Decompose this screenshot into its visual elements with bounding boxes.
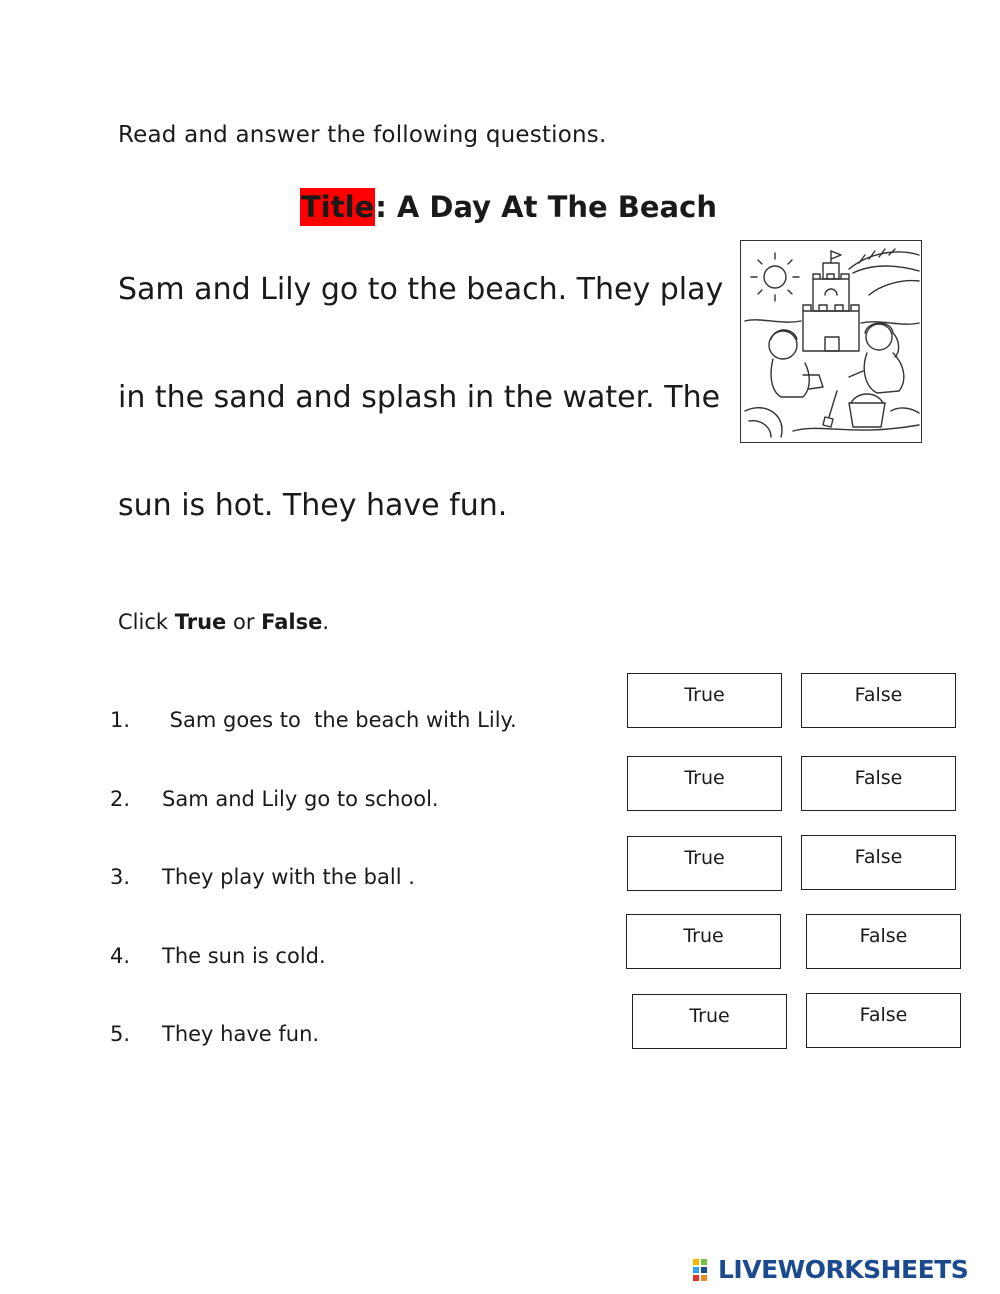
worksheet-title	[300, 190, 717, 224]
click-false-word: False	[261, 610, 323, 634]
question-4-false-button[interactable]: False	[806, 914, 961, 969]
story-line-3: sun is hot. They have fun.	[118, 488, 508, 523]
liveworksheets-logo	[693, 1252, 968, 1286]
question-2-false-button[interactable]: False	[801, 756, 956, 811]
question-4-number: 4.	[110, 944, 131, 968]
click-instruction	[118, 610, 329, 634]
question-2-number: 2.	[110, 787, 131, 811]
instruction-text: Read and answer the following questions.	[118, 122, 607, 148]
click-middle: or	[226, 610, 262, 634]
title-text: : A Day At The Beach	[375, 190, 717, 224]
question-2-true-button[interactable]: True	[627, 756, 782, 811]
question-1-true-button[interactable]: True	[627, 673, 782, 728]
question-5-true-button[interactable]: True	[632, 994, 787, 1049]
story-line-1: Sam and Lily go to the beach. They play	[118, 272, 724, 307]
beach-illustration	[740, 240, 922, 443]
question-5-text: They have fun.	[162, 1022, 320, 1046]
question-3-false-button[interactable]: False	[801, 835, 956, 890]
question-5-number: 5.	[110, 1022, 131, 1046]
click-suffix: .	[322, 610, 330, 634]
liveworksheets-logo-icon	[693, 1256, 715, 1282]
click-prefix: Click	[118, 610, 175, 634]
question-4-text: The sun is cold.	[162, 944, 326, 968]
question-3-number: 3.	[110, 865, 131, 889]
question-1-number: 1.	[110, 708, 131, 732]
question-5-false-button[interactable]: False	[806, 993, 961, 1048]
question-2-text: Sam and Lily go to school.	[162, 787, 439, 811]
question-1-text: Sam goes to the beach with Lily.	[163, 708, 517, 732]
story-line-2: in the sand and splash in the water. The	[118, 380, 721, 415]
question-1-false-button[interactable]: False	[801, 673, 956, 728]
liveworksheets-logo-text: LIVEWORKSHEETS	[718, 1254, 969, 1284]
click-true-word: True	[174, 610, 227, 634]
question-3-text: They play with the ball .	[162, 865, 415, 889]
question-3-true-button[interactable]: True	[627, 836, 782, 891]
beach-sandcastle-icon	[741, 241, 921, 442]
title-label: Title	[301, 190, 375, 224]
question-4-true-button[interactable]: True	[626, 914, 781, 969]
